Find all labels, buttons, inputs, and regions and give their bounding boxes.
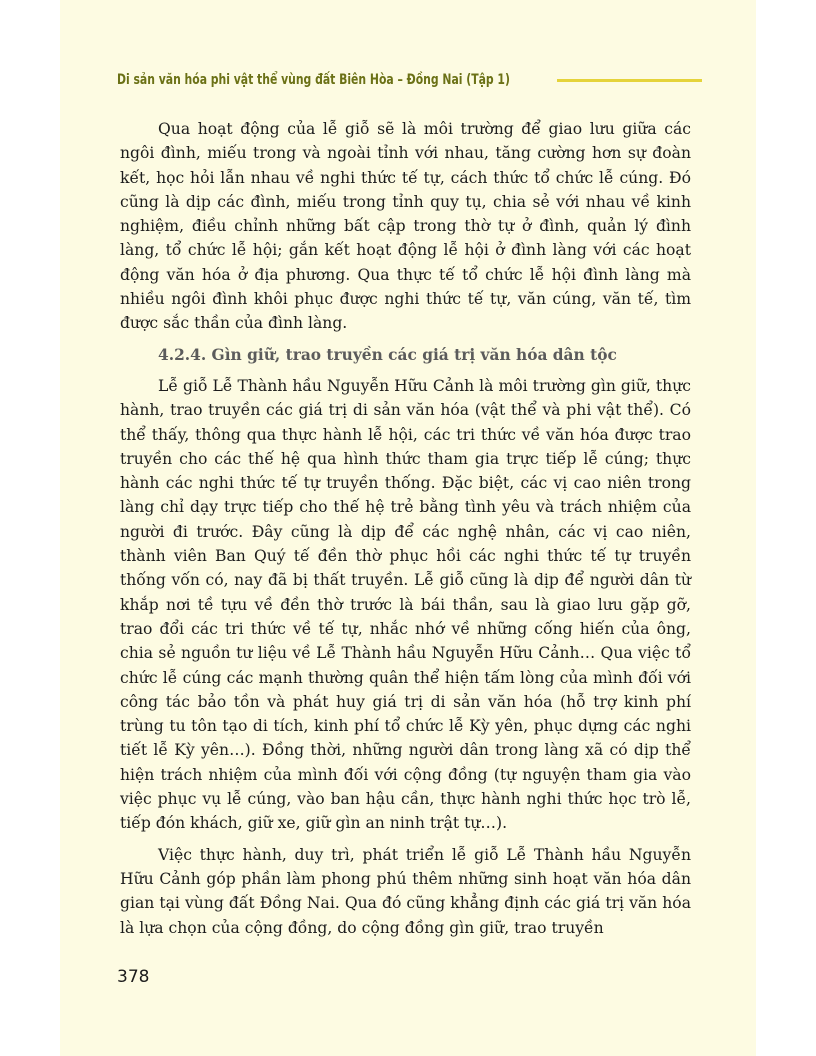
book-page <box>60 0 756 1056</box>
section-heading: 4.2.4. Gìn giữ, trao truyền các giá trị văn hóa dân tộc <box>158 345 617 364</box>
paragraph-1: Qua hoạt động của lễ giỗ sẽ là môi trường để giao lưu giữa các ngôi đình, miếu trong và ngoài tỉnh với nhau, tăng cường hơn sự đoàn kết, học hỏi lẫn nhau về nghi thức tế tự, cách thức tổ chức lễ cúng. Đó cũng là dịp các đình, miếu trong tỉnh quy tụ, chia sẻ với nhau về kinh nghiệm, điều chỉnh những bất cập trong thờ tự ở đình, quản lý đình làng, tổ chức lễ hội; gắn kết hoạt động lễ hội ở đình làng với các hoạt động văn hóa ở địa phương. Qua thực tế tổ chức lễ hội đình làng mà nhiều ngôi đình khôi phục được nghi thức tế tự, văn cúng, văn tế, tìm được sắc thần của đình làng. <box>120 120 691 333</box>
running-header <box>117 69 702 91</box>
paragraph-3: Việc thực hành, duy trì, phát triển lễ giỗ Lễ Thành hầu Nguyễn Hữu Cảnh góp phần làm phong phú thêm những sinh hoạt văn hóa dân gian tại vùng đất Đồng Nai. Qua đó cũng khẳng định các giá trị văn hóa là lựa chọn của cộng đồng, do cộng đồng gìn giữ, trao truyền <box>120 845 691 937</box>
page-number: 378 <box>117 967 150 987</box>
body-text <box>120 117 691 947</box>
header-rule <box>557 79 702 82</box>
running-header-title: Di sản văn hóa phi vật thể vùng đất Biên Hòa – Đồng Nai (Tập 1) <box>117 72 510 88</box>
paragraph-2: Lễ giỗ Lễ Thành hầu Nguyễn Hữu Cảnh là môi trường gìn giữ, thực hành, trao truyền các giá trị di sản văn hóa (vật thể và phi vật thể). Có thể thấy, thông qua thực hành lễ hội, các tri thức về văn hóa được trao truyền cho các thế hệ qua hình thức tham gia trực tiếp lễ cúng; thực hành các nghi thức tế tự truyền thống. Đặc biệt, các vị cao niên trong làng chỉ dạy trực tiếp cho thế hệ trẻ bằng tình yêu và trách nhiệm của người đi trước. Đây cũng là dịp để các nghệ nhân, các vị cao niên, thành viên Ban Quý tế đền thờ phục hồi các nghi thức tế tự truyền thống vốn có, nay đã bị thất truyền. Lễ giỗ cũng là dịp để người dân từ khắp nơi tề tựu về đền thờ trước là bái thần, sau là giao lưu gặp gỡ, trao đổi các tri thức về tế tự, nhắc nhớ về những cống hiến của ông, chia sẻ nguồn tư liệu về Lễ Thành hầu Nguyễn Hữu Cảnh… Qua việc tổ chức lễ cúng các mạnh thường quân thể hiện tấm lòng của mình đối với công tác bảo tồn và phát huy giá trị di sản văn hóa (hỗ trợ kinh phí trùng tu tôn tạo di tích, kinh phí tổ chức lễ Kỳ yên, phục dựng các nghi tiết lễ Kỳ yên…). Đồng thời, những người dân trong làng xã có dịp thể hiện trách nhiệm của mình đối với cộng đồng (tự nguyện tham gia vào việc phục vụ lễ cúng, vào ban hậu cần, thực hành nghi thức học trò lễ, tiếp đón khách, giữ xe, giữ gìn an ninh trật tự…). <box>120 376 691 833</box>
